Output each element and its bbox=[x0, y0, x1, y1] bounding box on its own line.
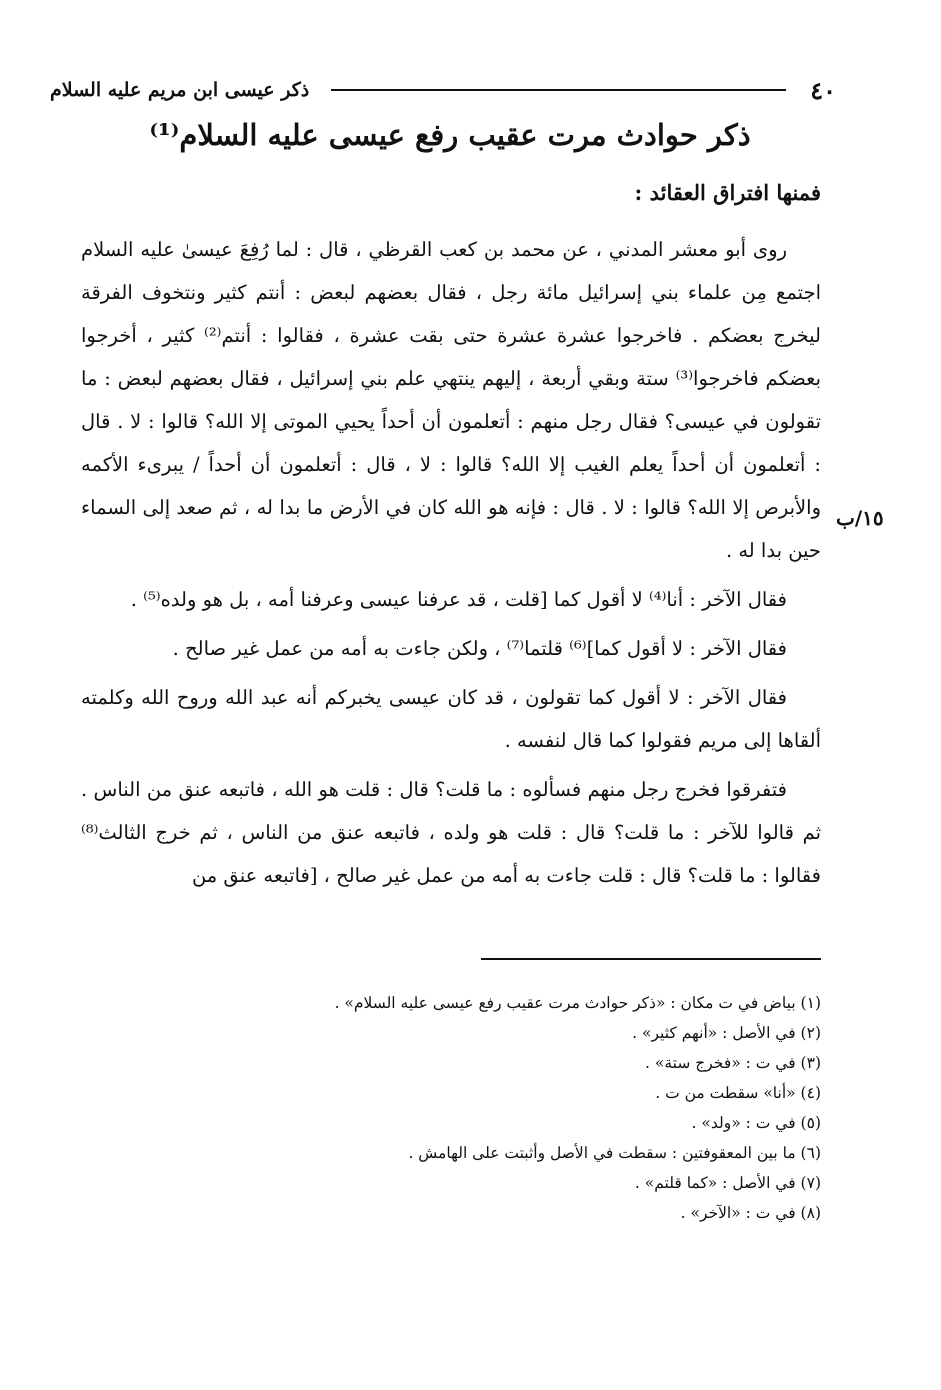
footnotes bbox=[81, 988, 821, 1228]
footnote: (٧) في الأصل : «كما قلتم» . bbox=[634, 1174, 821, 1192]
footnote: (١) بياض في ت مكان : «ذكر حوادث مرت عقيب رفع عيسى عليه السلام» . bbox=[334, 994, 821, 1012]
footnote-separator bbox=[481, 958, 821, 960]
paragraph: روى أبو معشر المدني ، عن محمد بن كعب القرظي ، قال : لما رُفِعَ عيسىٰ عليه السلام اجتمع مِن علماء بني إسرائيل مائة رجل ، فقال بعضهم لبعض : أنتم كثير ونتخوف الفرقة ليخرج بعضكم . فاخرجوا عشرة عشرة حتى بقت عشرة ، فقالوا : أنتم⁽²⁾ كثير ، أخرجوا بعضكم فاخرجوا⁽³⁾ ستة وبقي أربعة ، إليهم ينتهي علم بني إسرائيل ، فقال بعضهم لبعض : ما تقولون في عيسى؟ فقال رجل منهم : أتعلمون أن أحداً يحيي الموتى إلا الله؟ قالوا : لا . قال : أتعلمون أن أحداً يعلم الغيب إلا الله؟ قالوا : لا ، قال : أتعلمون أن أحداً / يبرىء الأكمه والأبرص إلا الله؟ قالوا : لا . قال : فإنه هو الله كان في الأرض ما بدا له ، ثم صعد إلى السماء حين بدا له . bbox=[81, 238, 821, 562]
section-heading: فمنها افتراق العقائد : bbox=[634, 180, 821, 205]
footnote: (٤) «أنا» سقطت من ت . bbox=[655, 1084, 821, 1102]
running-header bbox=[50, 70, 836, 110]
footnote: (٢) في الأصل : «أنهم كثير» . bbox=[632, 1024, 821, 1042]
paragraph: فقال الآخر : لا أقول كما]⁽⁶⁾ قلتما⁽⁷⁾ ، ولكن جاءت به أمه من عمل غير صالح . bbox=[172, 637, 787, 660]
header-rule bbox=[331, 89, 786, 91]
footnote: (٨) في ت : «الآخر» . bbox=[680, 1204, 821, 1222]
footnote: (٦) ما بين المعقوفتين : سقطت في الأصل وأثبتت على الهامش . bbox=[408, 1144, 821, 1162]
footnote: (٥) في ت : «ولد» . bbox=[691, 1114, 821, 1132]
chapter-title: ذكر حوادث مرت عقيب رفع عيسى عليه السلام⁽¹⁾ bbox=[149, 118, 751, 152]
page-number: ٤٠ bbox=[810, 75, 836, 105]
paragraph: فتفرقوا فخرج رجل منهم فسألوه : ما قلت؟ قال : قلت هو الله ، فاتبعه عنق من الناس . ثم قالوا للآخر : ما قلت؟ قال : قلت هو ولده ، فاتبعه عنق من الناس ، ثم خرج الثالث⁽⁸⁾ فقالوا : ما قلت؟ قال : قلت جاءت به أمه من عمل غير صالح ، [فاتبعه عنق من bbox=[81, 778, 821, 887]
main-text bbox=[81, 228, 821, 903]
footnote: (٣) في ت : «فخرج ستة» . bbox=[645, 1054, 821, 1072]
running-title: ذكر عيسى ابن مريم عليه السلام bbox=[50, 79, 310, 101]
paragraph: فقال الآخر : أنا⁽⁴⁾ لا أقول كما [قلت ، قد عرفنا عيسى وعرفنا أمه ، بل هو ولده⁽⁵⁾ . bbox=[130, 588, 787, 611]
paragraph: فقال الآخر : لا أقول كما تقولون ، قد كان عيسى يخبركم أنه عبد الله وروح الله وكلمته ألقاها إلى مريم فقولوا كما قال لنفسه . bbox=[81, 686, 821, 752]
manuscript-folio-reference: ١٥/ب bbox=[836, 506, 884, 530]
